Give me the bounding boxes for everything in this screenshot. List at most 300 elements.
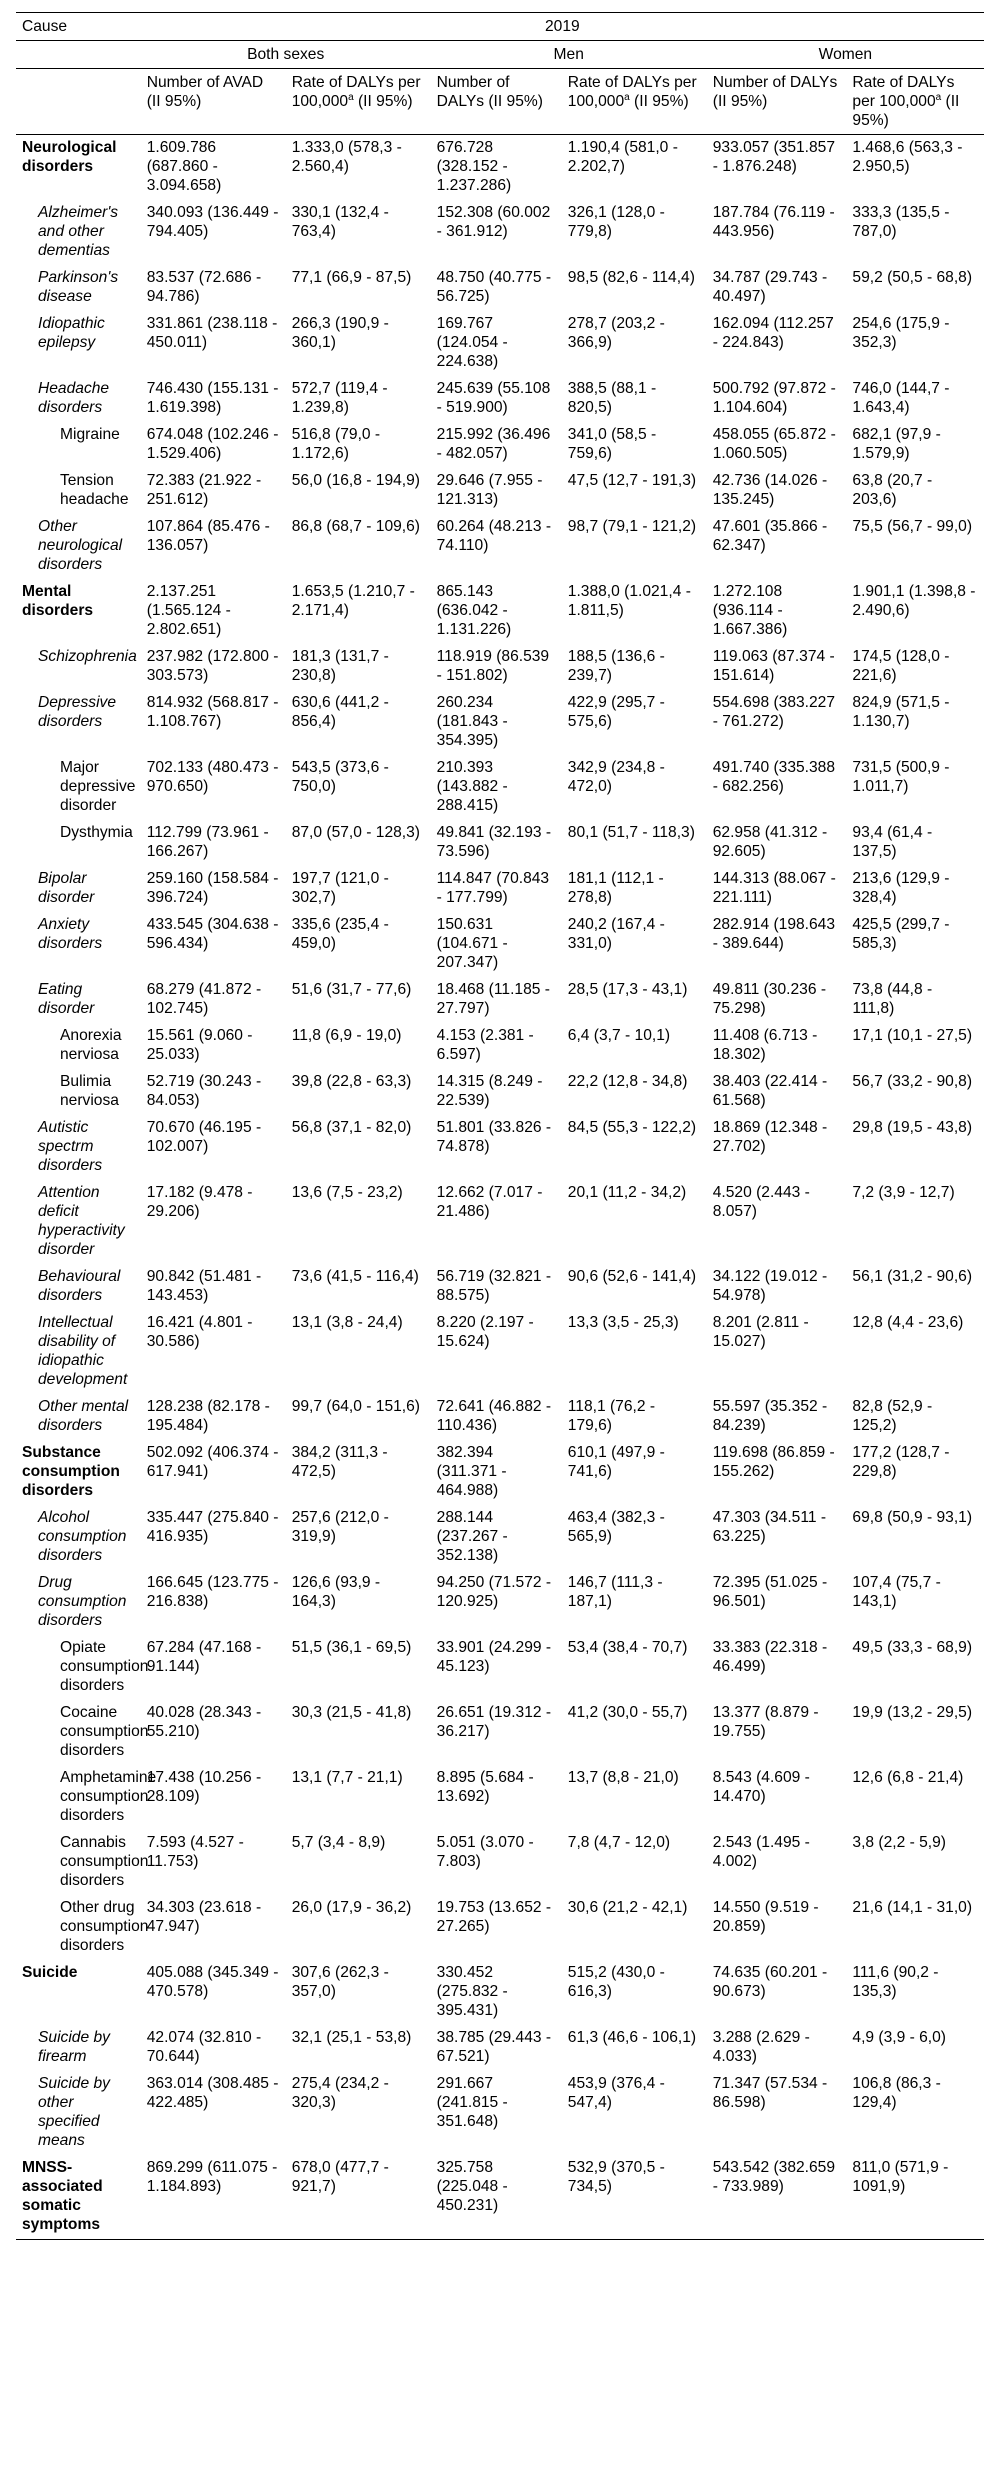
column-header bbox=[286, 69, 431, 135]
value-cell: 144.313 (88.067 - 221.111) bbox=[712, 870, 836, 906]
value-cell: 188,5 (136,6 - 239,7) bbox=[567, 648, 665, 684]
value-cell: 1.609.786 (687.860 - 3.094.658) bbox=[146, 139, 222, 194]
cause-cell: Intellectual disability of idiopathic development bbox=[38, 1314, 128, 1388]
value-cell: 98,5 (82,6 - 114,4) bbox=[567, 269, 695, 286]
value-cell: 5.051 (3.070 - 7.803) bbox=[436, 1834, 534, 1870]
cause-cell: Behavioural disorders bbox=[38, 1268, 121, 1304]
value-cell: 1.272.108 (936.114 - 1.667.386) bbox=[712, 583, 788, 638]
value-cell: 126,6 (93,9 - 164,3) bbox=[291, 1574, 381, 1610]
column-header-suffix: (II 95%) bbox=[353, 93, 413, 110]
value-cell: 307,6 (262,3 - 357,0) bbox=[291, 1964, 389, 2000]
table-row bbox=[16, 1310, 984, 1394]
value-cell: 90,6 (52,6 - 141,4) bbox=[567, 1268, 697, 1285]
column-header-label: Number of DALYs (II 95%) bbox=[712, 74, 838, 110]
value-cell: 34.303 (23.618 - 47.947) bbox=[146, 1899, 262, 1935]
cause-cell: Headache disorders bbox=[38, 380, 110, 416]
cause-cell: Parkinson's disease bbox=[38, 269, 119, 305]
cause-cell: Suicide by other specified means bbox=[38, 2075, 110, 2149]
value-cell: 13,1 (7,7 - 21,1) bbox=[291, 1769, 403, 1786]
value-cell: 382.394 (311.371 - 464.988) bbox=[436, 1444, 507, 1499]
value-cell: 678,0 (477,7 - 921,7) bbox=[286, 2155, 431, 2240]
value-cell: 676.728 (328.152 - 1.237.286) bbox=[436, 139, 512, 194]
value-cell: 42.074 (32.810 - 70.644) bbox=[146, 2029, 262, 2065]
column-header-suffix: (II 95%) bbox=[852, 93, 960, 129]
value-cell: 111,6 (90,2 - 135,3) bbox=[852, 1964, 939, 2000]
value-cell: 630,6 (441,2 - 856,4) bbox=[291, 694, 389, 730]
value-cell: 3.288 (2.629 - 4.033) bbox=[712, 2029, 810, 2065]
value-cell: 515,2 (430,0 - 616,3) bbox=[567, 1964, 665, 2000]
table-row bbox=[16, 690, 984, 755]
table-row bbox=[16, 644, 984, 690]
value-cell: 3,8 (2,2 - 5,9) bbox=[852, 1834, 946, 1851]
value-cell: 275,4 (234,2 - 320,3) bbox=[291, 2075, 389, 2111]
table-row bbox=[16, 1635, 984, 1700]
footnote-marker: a bbox=[348, 91, 354, 103]
column-header-label: Number of DALYs (II 95%) bbox=[436, 74, 543, 110]
table-row bbox=[16, 514, 984, 579]
cause-cell: Suicide by firearm bbox=[38, 2029, 110, 2065]
column-header bbox=[707, 69, 847, 135]
value-cell: 26,0 (17,9 - 36,2) bbox=[291, 1899, 412, 1916]
cause-cell: Suicide bbox=[22, 1964, 78, 1981]
value-cell: 260.234 (181.843 - 354.395) bbox=[436, 694, 508, 749]
table-row bbox=[16, 1505, 984, 1570]
value-cell: 869.299 (611.075 - 1.184.893) bbox=[141, 2155, 286, 2240]
cause-cell: Bipolar disorder bbox=[38, 870, 95, 906]
value-cell: 543.542 (382.659 - 733.989) bbox=[707, 2155, 847, 2240]
dalys-table bbox=[16, 12, 984, 2240]
value-cell: 824,9 (571,5 - 1.130,7) bbox=[852, 694, 950, 730]
value-cell: 34.122 (19.012 - 54.978) bbox=[712, 1268, 828, 1304]
value-cell: 4,9 (3,9 - 6,0) bbox=[852, 2029, 946, 2046]
value-cell: 82,8 (52,9 - 125,2) bbox=[852, 1398, 933, 1434]
value-cell: 215.992 (36.496 - 482.057) bbox=[436, 426, 551, 462]
column-header bbox=[846, 69, 984, 135]
value-cell: 341,0 (58,5 - 759,6) bbox=[567, 426, 657, 462]
value-cell: 67.284 (47.168 - 91.144) bbox=[146, 1639, 262, 1675]
value-cell: 34.787 (29.743 - 40.497) bbox=[712, 269, 828, 305]
value-cell: 21,6 (14,1 - 31,0) bbox=[852, 1899, 973, 1916]
value-cell: 28,5 (17,3 - 43,1) bbox=[567, 981, 688, 998]
value-cell: 55.597 (35.352 - 84.239) bbox=[712, 1398, 828, 1434]
value-cell: 56,8 (37,1 - 82,0) bbox=[291, 1119, 412, 1136]
value-cell: 162.094 (112.257 - 224.843) bbox=[712, 315, 834, 351]
table-row bbox=[16, 1264, 984, 1310]
value-cell: 4.520 (2.443 - 8.057) bbox=[712, 1184, 810, 1220]
value-cell: 99,7 (64,0 - 151,6) bbox=[291, 1398, 420, 1415]
value-cell: 118.919 (86.539 - 151.802) bbox=[436, 648, 550, 684]
table-row bbox=[16, 1115, 984, 1180]
value-cell: 12,8 (4,4 - 23,6) bbox=[852, 1314, 964, 1331]
value-cell: 56,7 (33,2 - 90,8) bbox=[852, 1073, 973, 1090]
cause-cell: Cocaine consumption disorders bbox=[60, 1704, 149, 1759]
cause-cell: Attention deficit hyperactivity disorder bbox=[38, 1184, 125, 1258]
value-cell: 47,5 (12,7 - 191,3) bbox=[567, 472, 697, 489]
value-cell: 331.861 (238.118 - 450.011) bbox=[146, 315, 278, 351]
cause-cell: Migraine bbox=[60, 426, 120, 443]
table-row bbox=[16, 1830, 984, 1895]
value-cell: 572,7 (119,4 - 1.239,8) bbox=[291, 380, 388, 416]
table-row bbox=[16, 311, 984, 376]
table-header bbox=[16, 13, 984, 135]
value-cell: 49.811 (30.236 - 75.298) bbox=[712, 981, 827, 1017]
cause-cell: Major depressive disorder bbox=[60, 759, 136, 814]
table-row bbox=[16, 1394, 984, 1440]
value-cell: 342,9 (234,8 - 472,0) bbox=[567, 759, 665, 795]
value-cell: 463,4 (382,3 - 565,9) bbox=[567, 1509, 665, 1545]
table-row bbox=[16, 422, 984, 468]
group-header-both: Both sexes bbox=[141, 41, 431, 69]
value-cell: 7,2 (3,9 - 12,7) bbox=[852, 1184, 955, 1201]
value-cell: 40.028 (28.343 - 55.210) bbox=[146, 1704, 262, 1740]
column-header-label: Rate of DALYs per 100,000 bbox=[567, 74, 697, 110]
value-cell: 119.063 (87.374 - 151.614) bbox=[712, 648, 835, 684]
table-row bbox=[16, 2025, 984, 2071]
column-header bbox=[431, 69, 562, 135]
cause-cell: Amphetamine consumption disorders bbox=[60, 1769, 157, 1824]
cause-cell: Alzheimer's and other dementias bbox=[38, 204, 119, 259]
value-cell: 56,0 (16,8 - 194,9) bbox=[291, 472, 420, 489]
cause-cell: Anorexia nerviosa bbox=[60, 1027, 122, 1063]
value-cell: 278,7 (203,2 - 366,9) bbox=[567, 315, 665, 351]
cause-cell: Alcohol consumption disorders bbox=[38, 1509, 127, 1564]
value-cell: 77,1 (66,9 - 87,5) bbox=[291, 269, 412, 286]
value-cell: 865.143 (636.042 - 1.131.226) bbox=[436, 583, 512, 638]
value-cell: 114.847 (70.843 - 177.799) bbox=[436, 870, 550, 906]
cause-cell: Neurological disorders bbox=[22, 139, 117, 175]
value-cell: 16.421 (4.801 - 30.586) bbox=[146, 1314, 253, 1350]
value-cell: 60.264 (48.213 - 74.110) bbox=[436, 518, 552, 554]
value-cell: 266,3 (190,9 - 360,1) bbox=[291, 315, 389, 351]
value-cell: 433.545 (304.638 - 596.434) bbox=[146, 916, 279, 952]
value-cell: 6,4 (3,7 - 10,1) bbox=[567, 1027, 671, 1044]
value-cell: 12.662 (7.017 - 21.486) bbox=[436, 1184, 543, 1220]
value-cell: 29,8 (19,5 - 43,8) bbox=[852, 1119, 973, 1136]
column-header-label: Rate of DALYs per 100,000 bbox=[852, 74, 955, 110]
value-cell: 282.914 (198.643 - 389.644) bbox=[712, 916, 836, 952]
value-cell: 87,0 (57,0 - 128,3) bbox=[291, 824, 420, 841]
table-row bbox=[16, 1765, 984, 1830]
value-cell: 746.430 (155.131 - 1.619.398) bbox=[146, 380, 279, 416]
value-cell: 128.238 (82.178 - 195.484) bbox=[146, 1398, 270, 1434]
value-cell: 8.895 (5.684 - 13.692) bbox=[436, 1769, 534, 1805]
value-cell: 94.250 (71.572 - 120.925) bbox=[436, 1574, 552, 1610]
value-cell: 291.667 (241.815 - 351.648) bbox=[436, 2075, 508, 2130]
value-cell: 73,6 (41,5 - 116,4) bbox=[291, 1268, 419, 1285]
group-header-men: Men bbox=[431, 41, 707, 69]
table-body bbox=[16, 135, 984, 2240]
cause-cell: Idiopathic epilepsy bbox=[38, 315, 105, 351]
value-cell: 38.403 (22.414 - 61.568) bbox=[712, 1073, 828, 1109]
table-row bbox=[16, 135, 984, 201]
table-row bbox=[16, 376, 984, 422]
cause-cell: Autistic spectrm disorders bbox=[38, 1119, 103, 1174]
value-cell: 257,6 (212,0 - 319,9) bbox=[291, 1509, 389, 1545]
value-cell: 1.333,0 (578,3 - 2.560,4) bbox=[291, 139, 402, 175]
value-cell: 5,7 (3,4 - 8,9) bbox=[291, 1834, 386, 1851]
value-cell: 425,5 (299,7 - 585,3) bbox=[852, 916, 950, 952]
table-row bbox=[16, 820, 984, 866]
value-cell: 14.550 (9.519 - 20.859) bbox=[712, 1899, 819, 1935]
footnote-marker: a bbox=[624, 91, 630, 103]
value-cell: 30,6 (21,2 - 42,1) bbox=[567, 1899, 688, 1916]
value-cell: 405.088 (345.349 - 470.578) bbox=[146, 1964, 279, 2000]
value-cell: 330.452 (275.832 - 395.431) bbox=[436, 1964, 508, 2019]
value-cell: 12,6 (6,8 - 21,4) bbox=[852, 1769, 964, 1786]
value-cell: 333,3 (135,5 - 787,0) bbox=[852, 204, 950, 240]
year-header: 2019 bbox=[141, 13, 984, 41]
value-cell: 288.144 (237.267 - 352.138) bbox=[436, 1509, 508, 1564]
value-cell: 22,2 (12,8 - 34,8) bbox=[567, 1073, 688, 1090]
value-cell: 17.438 (10.256 - 28.109) bbox=[146, 1769, 262, 1805]
table-row bbox=[16, 579, 984, 644]
value-cell: 150.631 (104.671 - 207.347) bbox=[436, 916, 508, 971]
cause-cell: Depressive disorders bbox=[38, 694, 116, 730]
value-cell: 72.641 (46.882 - 110.436) bbox=[436, 1398, 552, 1434]
value-cell: 107,4 (75,7 - 143,1) bbox=[852, 1574, 941, 1610]
value-cell: 75,5 (56,7 - 99,0) bbox=[852, 518, 973, 535]
value-cell: 118,1 (76,2 - 179,6) bbox=[567, 1398, 656, 1434]
table-row bbox=[16, 468, 984, 514]
table-row bbox=[16, 265, 984, 311]
cause-cell: Mental disorders bbox=[22, 583, 94, 619]
value-cell: 543,5 (373,6 - 750,0) bbox=[291, 759, 389, 795]
value-cell: 42.736 (14.026 - 135.245) bbox=[712, 472, 828, 508]
value-cell: 335,6 (235,4 - 459,0) bbox=[291, 916, 389, 952]
value-cell: 56.719 (32.821 - 88.575) bbox=[436, 1268, 552, 1304]
table-row bbox=[16, 1023, 984, 1069]
group-header-women: Women bbox=[707, 41, 984, 69]
value-cell: 187.784 (76.119 - 443.956) bbox=[712, 204, 835, 240]
value-cell: 69,8 (50,9 - 93,1) bbox=[852, 1509, 973, 1526]
value-cell: 13,1 (3,8 - 24,4) bbox=[291, 1314, 403, 1331]
value-cell: 52.719 (30.243 - 84.053) bbox=[146, 1073, 262, 1109]
column-header bbox=[562, 69, 707, 135]
value-cell: 80,1 (51,7 - 118,3) bbox=[567, 824, 695, 841]
value-cell: 53,4 (38,4 - 70,7) bbox=[567, 1639, 688, 1656]
table-row bbox=[16, 912, 984, 977]
column-header bbox=[141, 69, 286, 135]
value-cell: 933.057 (351.857 - 1.876.248) bbox=[712, 139, 836, 175]
value-cell: 330,1 (132,4 - 763,4) bbox=[291, 204, 389, 240]
table-row bbox=[16, 2071, 984, 2155]
value-cell: 384,2 (311,3 - 472,5) bbox=[291, 1444, 388, 1480]
empty-header-cell bbox=[16, 69, 141, 135]
value-cell: 30,3 (21,5 - 41,8) bbox=[291, 1704, 412, 1721]
value-cell: 47.601 (35.866 - 62.347) bbox=[712, 518, 828, 554]
value-cell: 500.792 (97.872 - 1.104.604) bbox=[712, 380, 836, 416]
value-cell: 49,5 (33,3 - 68,9) bbox=[852, 1639, 973, 1656]
cause-cell: MNSS-associated somatic symptoms bbox=[16, 2155, 141, 2240]
value-cell: 73,8 (44,8 - 111,8) bbox=[852, 981, 933, 1017]
value-cell: 181,1 (112,1 - 278,8) bbox=[567, 870, 664, 906]
value-cell: 491.740 (335.388 - 682.256) bbox=[712, 759, 836, 795]
value-cell: 15.561 (9.060 - 25.033) bbox=[146, 1027, 253, 1063]
value-cell: 71.347 (57.534 - 86.598) bbox=[712, 2075, 828, 2111]
value-cell: 19.753 (13.652 - 27.265) bbox=[436, 1899, 552, 1935]
value-cell: 240,2 (167,4 - 331,0) bbox=[567, 916, 665, 952]
value-cell: 11.408 (6.713 - 18.302) bbox=[712, 1027, 818, 1063]
value-cell: 13.377 (8.879 - 19.755) bbox=[712, 1704, 819, 1740]
value-cell: 177,2 (128,7 - 229,8) bbox=[852, 1444, 950, 1480]
cause-cell: Drug consumption disorders bbox=[38, 1574, 127, 1629]
value-cell: 731,5 (500,9 - 1.011,7) bbox=[852, 759, 950, 795]
value-cell: 33.901 (24.299 - 45.123) bbox=[436, 1639, 552, 1675]
value-cell: 106,8 (86,3 - 129,4) bbox=[852, 2075, 941, 2111]
value-cell: 8.201 (2.811 - 15.027) bbox=[712, 1314, 809, 1350]
value-cell: 674.048 (102.246 - 1.529.406) bbox=[146, 426, 279, 462]
value-cell: 7.593 (4.527 - 11.753) bbox=[146, 1834, 244, 1870]
value-cell: 166.645 (123.775 - 216.838) bbox=[146, 1574, 279, 1610]
value-cell: 84,5 (55,3 - 122,2) bbox=[567, 1119, 697, 1136]
cause-cell: Other drug consumption disorders bbox=[60, 1899, 149, 1954]
cause-cell: Opiate consumption disorders bbox=[60, 1639, 149, 1694]
value-cell: 1.653,5 (1.210,7 - 2.171,4) bbox=[291, 583, 415, 619]
value-cell: 26.651 (19.312 - 36.217) bbox=[436, 1704, 552, 1740]
value-cell: 245.639 (55.108 - 519.900) bbox=[436, 380, 551, 416]
table-row bbox=[16, 977, 984, 1023]
value-cell: 51,6 (31,7 - 77,6) bbox=[291, 981, 412, 998]
value-cell: 93,4 (61,4 - 137,5) bbox=[852, 824, 933, 860]
value-cell: 48.750 (40.775 - 56.725) bbox=[436, 269, 552, 305]
empty-header-cell bbox=[16, 41, 141, 69]
value-cell: 453,9 (376,4 - 547,4) bbox=[567, 2075, 665, 2111]
value-cell: 63,8 (20,7 - 203,6) bbox=[852, 472, 933, 508]
value-cell: 1.901,1 (1.398,8 - 2.490,6) bbox=[852, 583, 976, 619]
table-row bbox=[16, 1069, 984, 1115]
cause-cell: Cannabis consumption disorders bbox=[60, 1834, 149, 1889]
value-cell: 8.220 (2.197 - 15.624) bbox=[436, 1314, 534, 1350]
value-cell: 62.958 (41.312 - 92.605) bbox=[712, 824, 828, 860]
value-cell: 107.864 (85.476 - 136.057) bbox=[146, 518, 270, 554]
cause-cell: Other mental disorders bbox=[38, 1398, 129, 1434]
value-cell: 112.799 (73.961 - 166.267) bbox=[146, 824, 269, 860]
table-row bbox=[16, 1960, 984, 2025]
value-cell: 18.468 (11.185 - 27.797) bbox=[436, 981, 550, 1017]
value-cell: 146,7 (111,3 - 187,1) bbox=[567, 1574, 663, 1610]
footnote-marker: a bbox=[935, 91, 942, 103]
value-cell: 49.841 (32.193 - 73.596) bbox=[436, 824, 552, 860]
value-cell: 682,1 (97,9 - 1.579,9) bbox=[852, 426, 941, 462]
value-cell: 814.932 (568.817 - 1.108.767) bbox=[146, 694, 279, 730]
table-row bbox=[16, 2155, 984, 2240]
table-row bbox=[16, 1895, 984, 1960]
cause-header: Cause bbox=[16, 13, 141, 41]
value-cell: 8.543 (4.609 - 14.470) bbox=[712, 1769, 810, 1805]
table-row bbox=[16, 1700, 984, 1765]
value-cell: 29.646 (7.955 - 121.313) bbox=[436, 472, 543, 508]
value-cell: 19,9 (13,2 - 29,5) bbox=[852, 1704, 973, 1721]
value-cell: 388,5 (88,1 - 820,5) bbox=[567, 380, 657, 416]
cause-cell: Anxiety disorders bbox=[38, 916, 103, 952]
value-cell: 47.303 (34.511 - 63.225) bbox=[712, 1509, 827, 1545]
value-cell: 152.308 (60.002 - 361.912) bbox=[436, 204, 551, 240]
value-cell: 197,7 (121,0 - 302,7) bbox=[291, 870, 389, 906]
value-cell: 32,1 (25,1 - 53,8) bbox=[291, 2029, 412, 2046]
table-row bbox=[16, 200, 984, 265]
value-cell: 83.537 (72.686 - 94.786) bbox=[146, 269, 262, 305]
value-cell: 20,1 (11,2 - 34,2) bbox=[567, 1184, 687, 1201]
cause-cell: Bulimia nerviosa bbox=[60, 1073, 119, 1109]
value-cell: 811,0 (571,9 - 1091,9) bbox=[846, 2155, 984, 2240]
value-cell: 70.670 (46.195 - 102.007) bbox=[146, 1119, 262, 1155]
value-cell: 4.153 (2.381 - 6.597) bbox=[436, 1027, 534, 1063]
column-header-suffix: (II 95%) bbox=[629, 93, 689, 110]
value-cell: 2.543 (1.495 - 4.002) bbox=[712, 1834, 810, 1870]
table-row bbox=[16, 1440, 984, 1505]
value-cell: 213,6 (129,9 - 328,4) bbox=[852, 870, 950, 906]
value-cell: 1.468,6 (563,3 - 2.950,5) bbox=[852, 139, 963, 175]
value-cell: 13,3 (3,5 - 25,3) bbox=[567, 1314, 679, 1331]
value-cell: 1.388,0 (1.021,4 - 1.811,5) bbox=[567, 583, 691, 619]
value-cell: 458.055 (65.872 - 1.060.505) bbox=[712, 426, 836, 462]
cause-cell: Schizophrenia bbox=[38, 648, 137, 665]
value-cell: 363.014 (308.485 - 422.485) bbox=[146, 2075, 279, 2111]
cause-cell: Dysthymia bbox=[60, 824, 133, 841]
table-row bbox=[16, 755, 984, 820]
value-cell: 326,1 (128,0 - 779,8) bbox=[567, 204, 665, 240]
value-cell: 335.447 (275.840 - 416.935) bbox=[146, 1509, 279, 1545]
value-cell: 59,2 (50,5 - 68,8) bbox=[852, 269, 973, 286]
value-cell: 74.635 (60.201 - 90.673) bbox=[712, 1964, 828, 2000]
value-cell: 13,7 (8,8 - 21,0) bbox=[567, 1769, 679, 1786]
value-cell: 11,8 (6,9 - 19,0) bbox=[291, 1027, 402, 1044]
value-cell: 532,9 (370,5 - 734,5) bbox=[562, 2155, 707, 2240]
value-cell: 325.758 (225.048 - 450.231) bbox=[431, 2155, 562, 2240]
cause-cell: Substance consumption disorders bbox=[22, 1444, 120, 1499]
value-cell: 2.137.251 (1.565.124 - 2.802.651) bbox=[146, 583, 231, 638]
value-cell: 237.982 (172.800 - 303.573) bbox=[146, 648, 279, 684]
cause-cell: Tension headache bbox=[60, 472, 129, 508]
value-cell: 169.767 (124.054 - 224.638) bbox=[436, 315, 508, 370]
value-cell: 746,0 (144,7 - 1.643,4) bbox=[852, 380, 950, 416]
value-cell: 210.393 (143.882 - 288.415) bbox=[436, 759, 508, 814]
table-row bbox=[16, 866, 984, 912]
value-cell: 554.698 (383.227 - 761.272) bbox=[712, 694, 836, 730]
value-cell: 14.315 (8.249 - 22.539) bbox=[436, 1073, 543, 1109]
column-header-label: Rate of DALYs per 100,000 bbox=[291, 74, 421, 110]
value-cell: 174,5 (128,0 - 221,6) bbox=[852, 648, 950, 684]
value-cell: 259.160 (158.584 - 396.724) bbox=[146, 870, 279, 906]
value-cell: 38.785 (29.443 - 67.521) bbox=[436, 2029, 552, 2065]
value-cell: 17.182 (9.478 - 29.206) bbox=[146, 1184, 253, 1220]
value-cell: 51,5 (36,1 - 69,5) bbox=[291, 1639, 412, 1656]
table-row bbox=[16, 1180, 984, 1264]
value-cell: 502.092 (406.374 - 617.941) bbox=[146, 1444, 279, 1480]
value-cell: 51.801 (33.826 - 74.878) bbox=[436, 1119, 552, 1155]
value-cell: 516,8 (79,0 - 1.172,6) bbox=[291, 426, 381, 462]
value-cell: 61,3 (46,6 - 106,1) bbox=[567, 2029, 697, 2046]
value-cell: 1.190,4 (581,0 - 2.202,7) bbox=[567, 139, 678, 175]
value-cell: 610,1 (497,9 - 741,6) bbox=[567, 1444, 665, 1480]
value-cell: 422,9 (295,7 - 575,6) bbox=[567, 694, 665, 730]
value-cell: 72.395 (51.025 - 96.501) bbox=[712, 1574, 828, 1610]
value-cell: 56,1 (31,2 - 90,6) bbox=[852, 1268, 973, 1285]
value-cell: 72.383 (21.922 - 251.612) bbox=[146, 472, 262, 508]
column-header-label: Number of AVAD (II 95%) bbox=[146, 74, 264, 110]
value-cell: 39,8 (22,8 - 63,3) bbox=[291, 1073, 412, 1090]
value-cell: 17,1 (10,1 - 27,5) bbox=[852, 1027, 973, 1044]
value-cell: 41,2 (30,0 - 55,7) bbox=[567, 1704, 688, 1721]
value-cell: 340.093 (136.449 - 794.405) bbox=[146, 204, 279, 240]
value-cell: 119.698 (86.859 - 155.262) bbox=[712, 1444, 835, 1480]
value-cell: 68.279 (41.872 - 102.745) bbox=[146, 981, 262, 1017]
value-cell: 7,8 (4,7 - 12,0) bbox=[567, 1834, 671, 1851]
value-cell: 86,8 (68,7 - 109,6) bbox=[291, 518, 420, 535]
value-cell: 702.133 (480.473 - 970.650) bbox=[146, 759, 279, 795]
cause-cell: Eating disorder bbox=[38, 981, 95, 1017]
value-cell: 13,6 (7,5 - 23,2) bbox=[291, 1184, 403, 1201]
